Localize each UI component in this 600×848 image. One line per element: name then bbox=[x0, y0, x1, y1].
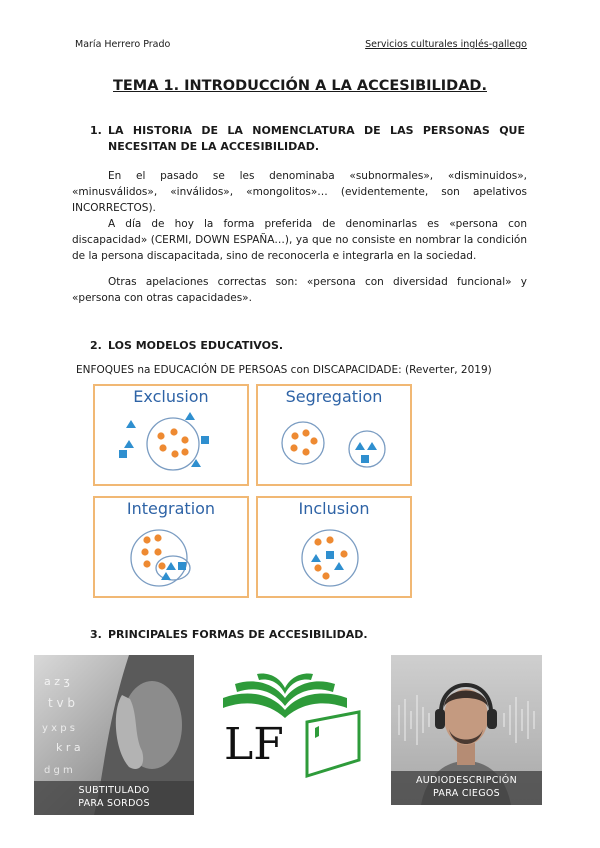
section-number: 2. bbox=[90, 339, 102, 352]
panel-title: Inclusion bbox=[298, 499, 370, 518]
caption-line: PARA CIEGOS bbox=[433, 788, 500, 799]
orange-dot bbox=[326, 536, 333, 543]
blue-triangle bbox=[126, 420, 136, 428]
logo-text: LF bbox=[224, 719, 284, 770]
orange-dot bbox=[170, 428, 177, 435]
svg-text:a z ʒ: a z ʒ bbox=[44, 675, 70, 688]
orange-dot bbox=[290, 444, 297, 451]
blue-triangle bbox=[334, 562, 344, 570]
blue-triangle bbox=[124, 440, 134, 448]
orange-dot bbox=[302, 429, 309, 436]
blue-square bbox=[361, 455, 369, 463]
segregation-diagram bbox=[258, 386, 414, 488]
orange-dot bbox=[340, 550, 347, 557]
caption-line: SUBTITULADO bbox=[78, 785, 150, 796]
blue-square bbox=[326, 551, 334, 559]
orange-dot bbox=[141, 548, 148, 555]
subtitles-caption bbox=[34, 781, 194, 815]
section-3-heading bbox=[90, 627, 525, 643]
exclusion-panel bbox=[93, 384, 249, 486]
svg-text:d g m: d g m bbox=[44, 765, 73, 776]
models-caption: ENFOQUES na EDUCACIÓN DE PERSOAS con DISCAPACIDADE: (Reverter, 2019) bbox=[76, 364, 492, 376]
orange-dot bbox=[157, 432, 164, 439]
orange-dot bbox=[181, 448, 188, 455]
group-circle bbox=[282, 422, 324, 464]
caption-line: AUDIODESCRIPCIÓN bbox=[416, 775, 517, 786]
blue-square bbox=[119, 450, 127, 458]
audiodescription-caption bbox=[391, 771, 542, 805]
subtitles-image bbox=[34, 655, 194, 815]
blue-triangle bbox=[367, 442, 377, 450]
paragraph-1: En el pasado se les denominaba «subnormales», «disminuidos», «minusválidos», «inválidos», «mongolitos»… (evidentemente, son apelativos INCORRECTOS). bbox=[72, 170, 527, 214]
header-course: Servicios culturales inglés-gallego bbox=[365, 39, 527, 50]
header-author: María Herrero Prado bbox=[75, 39, 171, 50]
paragraph-2: A día de hoy la forma preferida de denominarlas es «persona con discapacidad» (CERMI, DOWN ESPAÑA…), ya que no consiste en nombrar la condición de la persona discapacitada, sino de reconocerla e integrarla en la sociedad. bbox=[72, 218, 527, 262]
orange-dot bbox=[159, 444, 166, 451]
segregation-panel bbox=[256, 384, 412, 486]
inclusion-diagram bbox=[258, 498, 414, 600]
panel-title: Segregation bbox=[285, 387, 383, 406]
panel-title: Exclusion bbox=[133, 387, 209, 406]
orange-dot bbox=[143, 560, 150, 567]
svg-text:t v b: t v b bbox=[48, 696, 76, 710]
section-number: 1. bbox=[90, 124, 102, 137]
orange-dot bbox=[181, 436, 188, 443]
section-title: PRINCIPALES FORMAS DE ACCESIBILIDAD. bbox=[108, 628, 368, 641]
blue-square bbox=[201, 436, 209, 444]
blue-triangle bbox=[166, 562, 176, 570]
group-circle bbox=[147, 418, 199, 470]
orange-dot bbox=[314, 564, 321, 571]
orange-dot bbox=[143, 536, 150, 543]
svg-text:y x p s: y x p s bbox=[42, 723, 75, 734]
orange-dot bbox=[314, 538, 321, 545]
section-title: LA HISTORIA DE LA NOMENCLATURA DE LAS PERSONAS QUE NECESITAN DE LA ACCESIBILIDAD. bbox=[108, 124, 525, 153]
orange-dot bbox=[310, 437, 317, 444]
document-title: TEMA 1. INTRODUCCIÓN A LA ACCESIBILIDAD. bbox=[113, 78, 487, 94]
orange-dot bbox=[291, 432, 298, 439]
blue-triangle bbox=[161, 572, 171, 580]
caption-line: PARA SORDOS bbox=[78, 798, 150, 809]
exclusion-diagram bbox=[95, 386, 251, 488]
inclusion-panel bbox=[256, 496, 412, 598]
section-2-heading bbox=[90, 338, 525, 354]
section-1-heading bbox=[90, 123, 525, 155]
audiodescription-image bbox=[391, 655, 542, 805]
orange-dot bbox=[154, 534, 161, 541]
paragraph-3: Otras apelaciones correctas son: «persona con diversidad funcional» y «persona con otras capacidades». bbox=[72, 276, 527, 304]
section-title: LOS MODELOS EDUCATIVOS. bbox=[108, 339, 284, 352]
svg-text:k r a: k r a bbox=[56, 741, 81, 754]
orange-dot bbox=[158, 562, 165, 569]
section-number: 3. bbox=[90, 628, 102, 641]
blue-square bbox=[178, 562, 186, 570]
integration-panel bbox=[93, 496, 249, 598]
orange-dot bbox=[322, 572, 329, 579]
orange-dot bbox=[171, 450, 178, 457]
orange-dot bbox=[302, 448, 309, 455]
blue-triangle bbox=[355, 442, 365, 450]
orange-dot bbox=[154, 548, 161, 555]
integration-diagram bbox=[95, 498, 251, 600]
blue-triangle bbox=[311, 554, 321, 562]
panel-title: Integration bbox=[126, 499, 216, 518]
blue-triangle bbox=[185, 412, 195, 420]
